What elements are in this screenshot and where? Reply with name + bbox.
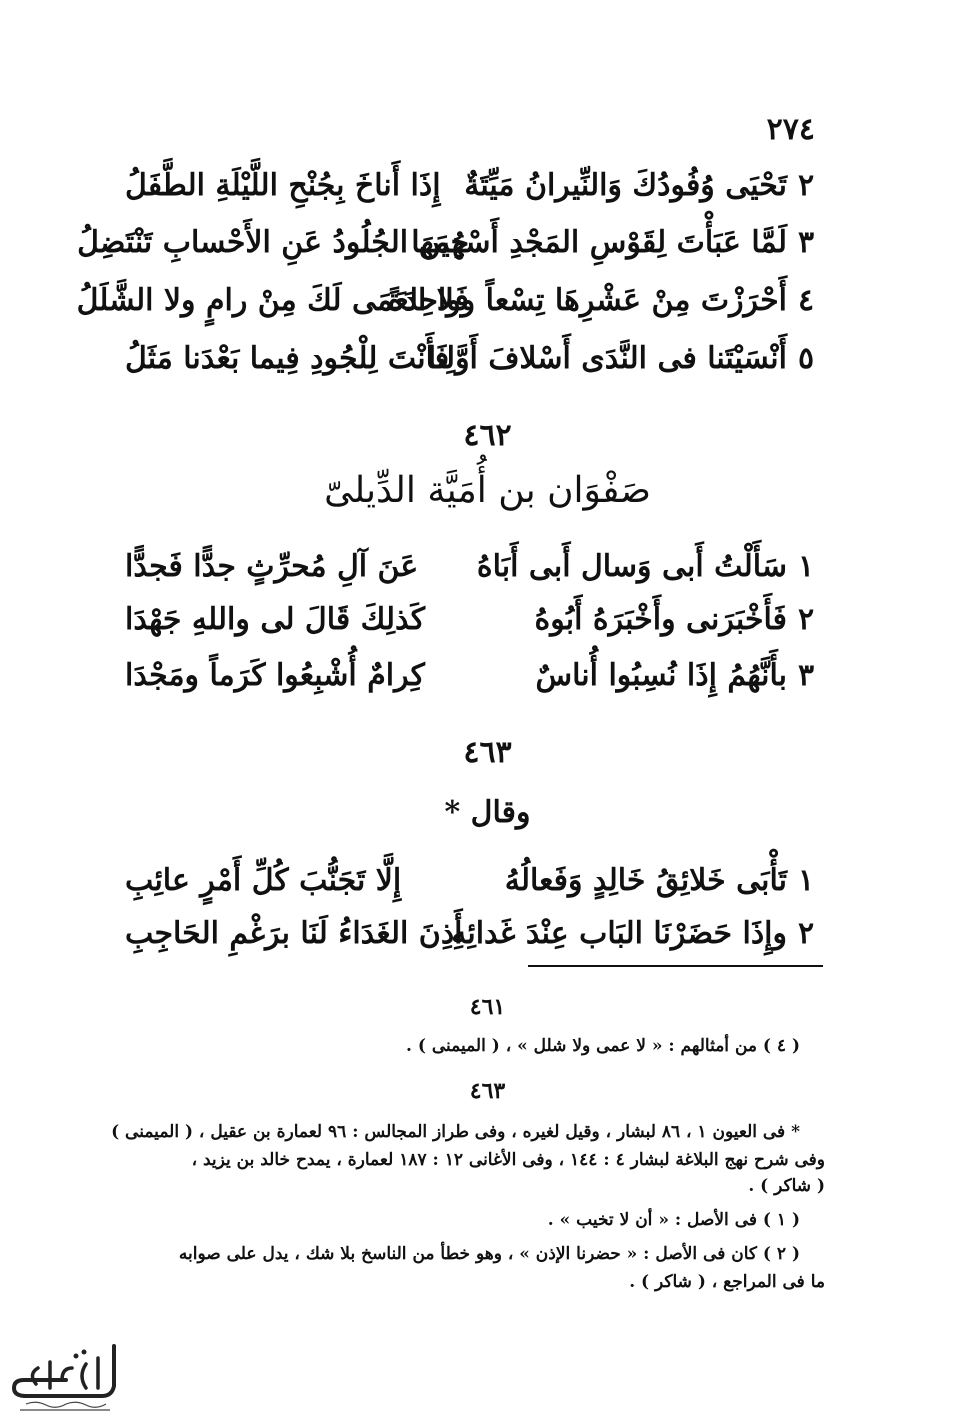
- poem-number-462: ٤٦٢: [463, 418, 512, 453]
- verse-463-1: [125, 852, 825, 908]
- verse-number: ٤: [797, 282, 815, 318]
- footnote-463-2-line-2: ما فى المراجع ، ( شاكر ) .: [629, 1272, 825, 1292]
- verse-number: ١: [797, 862, 815, 898]
- verse-number: ٢: [797, 167, 815, 203]
- poet-name: صَفْوَان بن أُمَيَّة الدِّيلىّ: [324, 470, 651, 511]
- verse-second-hemistich: فَأَنْتَ لِلْجُودِ فِيما بَعْدَنا مَثَلُ: [125, 340, 450, 376]
- footnote-463-star-line-3: ( شاكر ) .: [748, 1176, 825, 1196]
- verse-first-hemistich: تَحْيَى وُفُودُكَ وَالنِّيرانُ مَيِّتَةٌ: [464, 167, 787, 203]
- verse-number: ٣: [797, 657, 815, 693]
- library-stamp-logo: [6, 1338, 124, 1418]
- verse-first-hemistich: لَمَّا عَبَأْتَ لِقَوْسِ المَجْدِ أَسْهُمَها: [411, 224, 787, 260]
- verse-second-hemistich: أَذِنَ الغَدَاءُ لَنَا برَغْمِ الحَاجِبِ: [125, 915, 463, 951]
- poem-number-463: ٤٦٣: [463, 735, 512, 770]
- verse-first-hemistich: تَأْبَى خَلائِقُ خَالِدٍ وَفَعالُهُ: [504, 862, 787, 898]
- verse-number: ٢: [797, 915, 815, 951]
- verse-461-2: [125, 157, 825, 213]
- verse-second-hemistich: إِلَّا تَجَنُّبَ كُلِّ أَمْرٍ عائِبِ: [125, 862, 402, 898]
- footnote-463-star-line-1: * فى العيون ١ ، ٨٦ لبشار ، وقيل لغيره ، وفى طراز المجالس : ٩٦ لعمارة بن عقيل ، ( الميمنى ): [111, 1122, 800, 1142]
- footnote-461-4: ( ٤ ) من أمثالهم : « لا عمى ولا شلل » ، ( الميمنى ) .: [406, 1036, 800, 1056]
- verse-second-hemistich: فَلا العَمَى لَكَ مِنْ رامٍ ولا الشَّلَلُ: [76, 282, 469, 318]
- footnote-463-2-line-1: ( ٢ ) كان فى الأصل : « حضرنا الإذن » ، وهو خطأ من الناسخ بلا شك ، يدل على صوابه: [178, 1244, 800, 1264]
- verse-first-hemistich: أَنْسَيْتَنا فى النَّدَى أَسْلافَ أَوَّلِنا: [427, 340, 787, 376]
- verse-first-hemistich: وإِذَا حَضَرْنَا البَاب عِنْدَ غَدائِهِ: [451, 915, 787, 951]
- verse-second-hemistich: كِرامٌ أُشْبِعُوا كَرَماً ومَجْدَا: [125, 657, 425, 693]
- footnote-heading-463: ٤٦٣: [469, 1078, 506, 1104]
- verse-first-hemistich: فَأَخْبَرَنى وأَخْبَرَهُ أَبُوهُ: [534, 601, 787, 637]
- verse-number: ١: [797, 548, 815, 584]
- verse-number: ٣: [797, 224, 815, 260]
- verse-462-2: [125, 591, 825, 647]
- verse-first-hemistich: بأَنَّهُمُ إِذَا نُسِبُوا أُناسٌ: [535, 657, 787, 693]
- poem-heading: وقال *: [444, 795, 531, 830]
- footnote-heading-461: ٤٦١: [469, 994, 506, 1020]
- page-number: ٢٧٤: [766, 112, 815, 147]
- verse-461-4: [76, 272, 825, 328]
- footnote-463-star-line-2: وفى شرح نهج البلاغة لبشار ٤ : ١٤٤ ، وفى الأغانى ١٢ : ١٨٧ لعمارة ، يمدح خالد بن يزيد ،: [191, 1150, 825, 1170]
- verse-461-3: [77, 214, 825, 270]
- verse-463-2: [125, 905, 825, 961]
- verse-first-hemistich: سَأَلْتُ أَبى وَسال أَبى أَبَاهُ: [476, 548, 787, 584]
- footnote-divider: [528, 965, 823, 967]
- verse-number: ٥: [797, 340, 815, 376]
- verse-second-hemistich: إِذَا أَناخَ بِجُنْحِ اللَّيْلَةِ الطَّفَلُ: [125, 167, 441, 203]
- verse-462-1: [125, 538, 825, 594]
- verse-first-hemistich: أَحْرَزْتَ مِنْ عَشْرِهَا تِسْعاً وواحِدَةً: [387, 282, 787, 318]
- verse-second-hemistich: عَنَ آلِ مُحرِّثٍ جدًّا فَجدًّا: [125, 548, 419, 584]
- verse-second-hemistich: كَذلِكَ قَالَ لى واللهِ جَهْدَا: [125, 601, 426, 637]
- verse-462-3: [125, 647, 825, 703]
- verse-461-5: [125, 330, 825, 386]
- verse-number: ٢: [797, 601, 815, 637]
- footnote-463-1: ( ١ ) فى الأصل : « أن لا تخيب » .: [547, 1210, 800, 1230]
- verse-second-hemistich: حِينَ الجُلُودُ عَنِ الأَحْسابِ تَنْتَضِلُ: [77, 224, 469, 260]
